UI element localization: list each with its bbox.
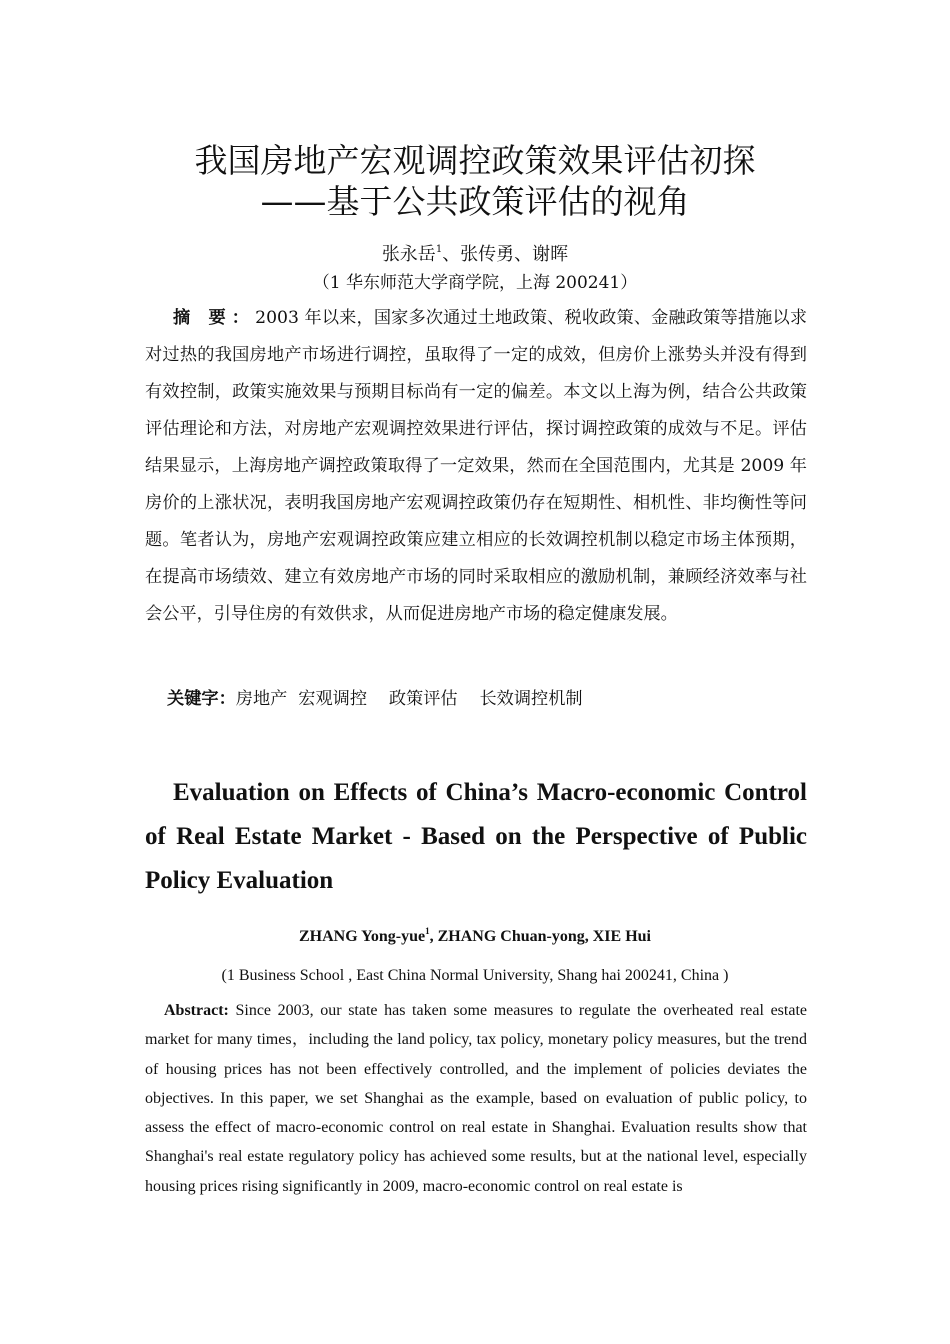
chinese-keywords-text: 房地产 宏观调控 政策评估 长效调控机制: [235, 689, 583, 709]
chinese-author-affiliation-mark: 1: [435, 244, 443, 255]
chinese-affiliation: （1 华东师范大学商学院，上海 200241）: [312, 273, 638, 293]
chinese-keywords-label: 关键字：: [167, 689, 236, 709]
chinese-title-line-1: 我国房地产宏观调控政策效果评估初探: [194, 141, 756, 180]
chinese-first-author: 张永岳: [381, 244, 436, 265]
chinese-title-line-2: ——基于公共政策评估的视角: [260, 182, 690, 221]
chinese-other-authors: 、张传勇、谢晖: [442, 244, 569, 265]
english-author-affiliation-mark: 1: [425, 926, 430, 936]
english-abstract-text: Since 2003, our state has taken some measures to regulate the overheated real estate market for many times，including the land policy, tax policy, monetary policy measures, but the trend of housing prices has not been effectively controlled, and the implement of policies deviates the objectives. In this paper, we set Shanghai as the example, based on evaluation of public policy, to assess the effect of macro-economic control on real estate in Shanghai. Evaluation results show that Shanghai's real estate regulatory policy has achieved some results, but at the national level, especially housing prices rising significantly in 2009, macro-economic control on real estate is: [145, 1002, 807, 1195]
chinese-authors: [0, 237, 950, 268]
english-first-author: ZHANG Yong-yue: [299, 928, 426, 945]
english-other-authors: , ZHANG Chuan-yong, XIE Hui: [429, 928, 651, 945]
chinese-abstract-label: 摘 要：: [173, 308, 256, 328]
english-abstract: [145, 996, 807, 1201]
english-abstract-label: Abstract:: [164, 1002, 229, 1019]
chinese-keywords: [167, 684, 583, 714]
chinese-abstract: [145, 300, 807, 633]
english-affiliation: (1 Business School , East China Normal University, Shang hai 200241, China ): [221, 967, 729, 984]
chinese-abstract-text: 2003 年以来，国家多次通过土地政策、税收政策、金融政策等措施以求对过热的我国房地产市场进行调控，虽取得了一定的成效，但房价上涨势头并没有得到有效控制，政策实施效果与预期目标尚有一定的偏差。本文以上海为例，结合公共政策评估理论和方法，对房地产宏观调控效果进行评估，探讨调控政策的成效与不足。评估结果显示，上海房地产调控政策取得了一定效果，然而在全国范围内，尤其是 2009 年房价的上涨状况，表明我国房地产宏观调控政策仍存在短期性、相机性、非均衡性等问题。笔者认为，房地产宏观调控政策应建立相应的长效调控机制以稳定市场主体预期，在提高市场绩效、建立有效房地产市场的同时采取相应的激励机制，兼顾经济效率与社会公平，引导住房的有效供求，从而促进房地产市场的稳定健康发展。: [145, 308, 808, 624]
english-authors: [0, 919, 950, 949]
english-title: Evaluation on Effects of China’s Macro-economic Control of Real Estate Market - Based on the Perspective of Public Policy Evaluation: [145, 779, 807, 894]
